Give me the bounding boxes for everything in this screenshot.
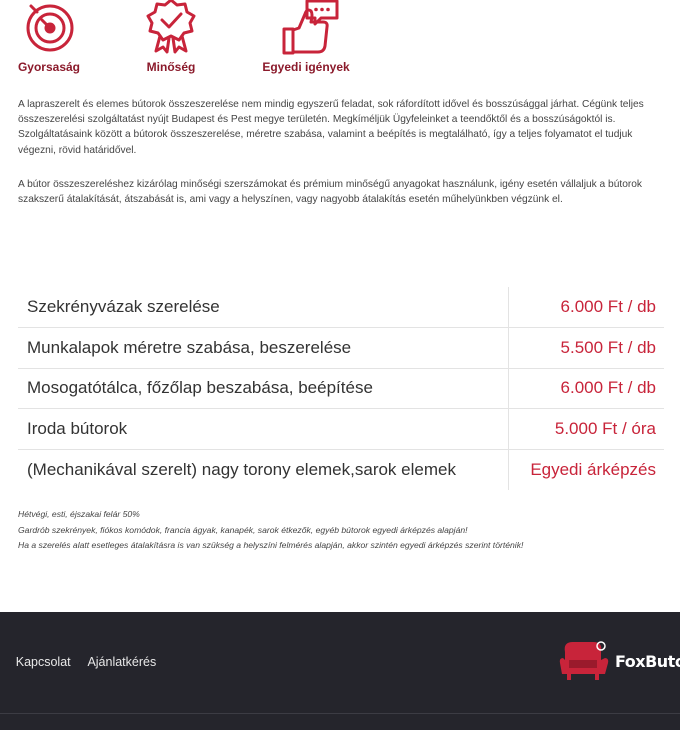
service-price: 6.000 Ft / db	[508, 287, 664, 328]
service-name: Munkalapok méretre szabása, beszerelése	[18, 328, 508, 369]
quality-badge-icon	[143, 0, 199, 56]
service-name: Mosogatótálca, főzőlap beszabása, beépítése	[18, 368, 508, 409]
service-name: Iroda bútorok	[18, 409, 508, 450]
intro-paragraph-2: A bútor összeszereléshez kizárólag minőségi szerszámokat és prémium minőségű anyagokat használunk, igény esetén vállaljuk a bútorok szakszerű átalakítását, átszabását is, ami vagy a helyszínen, vagy nagyobb átalakítás esetén műhelyünkben végzünk el.	[18, 179, 643, 206]
table-row	[18, 409, 664, 450]
features-section	[0, 0, 680, 82]
price-table	[18, 287, 664, 490]
feature-quality	[140, 0, 202, 74]
feature-label: Egyedi igények	[262, 60, 350, 74]
feature-label: Gyorsaság	[17, 60, 81, 74]
logo-text: FoxButor	[615, 652, 693, 671]
note-line: Hétvégi, esti, éjszakai felár 50%	[18, 509, 140, 519]
footer-nav-quote-request[interactable]: Ajánlatkérés	[87, 655, 157, 669]
feature-speed	[14, 0, 84, 74]
table-row	[18, 328, 664, 369]
note-line: Gardrób szekrények, fiókos komódok, francia ágyak, kanapék, sarok étkezők, egyéb bútorok egyedi árképzés alapján!	[18, 524, 468, 535]
table-row	[18, 368, 664, 409]
footer-nav	[0, 655, 170, 669]
table-row	[18, 287, 664, 328]
armchair-icon	[559, 638, 611, 684]
foxbutor-logo[interactable]	[559, 638, 693, 686]
thumbs-up-chat-icon	[273, 0, 339, 56]
feature-label: Minőség	[146, 60, 196, 74]
footer-nav-contact[interactable]: Kapcsolat	[15, 655, 71, 669]
footer	[0, 612, 693, 730]
table-row	[18, 449, 664, 490]
intro-paragraph-1: A lapraszerelt és elemes bútorok összeszerelése nem mindig egyszerű feladat, sok ráfordított idővel és bosszúsággal járhat. Cégünk teljes összeszerelési szolgáltatást nyújt Budapest és Pest megye területén. Megkíméljük Ügyfeleinket a teendőktől és a bosszúságoktól is. Szolgáltatásaink között a bútorok összeszerelése, méretre szabása, valamint a beépítés is megtalálható, így a teljes folyamatot el tudjuk végezni, rövid határidővel.	[18, 99, 644, 156]
service-price: 5.000 Ft / óra	[508, 409, 664, 450]
feature-custom-needs	[256, 0, 356, 74]
service-price: 5.500 Ft / db	[508, 328, 664, 369]
service-price: Egyedi árképzés	[530, 459, 656, 479]
service-name: (Mechanikával szerelt) nagy torony elemek,sarok elemek	[18, 449, 508, 490]
stopwatch-icon	[19, 0, 79, 56]
pricing-notes	[18, 507, 668, 554]
service-name: Szekrényvázak szerelése	[18, 287, 508, 328]
note-line: Ha a szerelés alatt esetleges átalakításra is van szükség a helyszíni felmérés alapján, akkor szintén egyedi árképzés szerint történik!	[18, 540, 524, 550]
service-price: 6.000 Ft / db	[508, 368, 664, 409]
footer-divider	[0, 713, 680, 714]
